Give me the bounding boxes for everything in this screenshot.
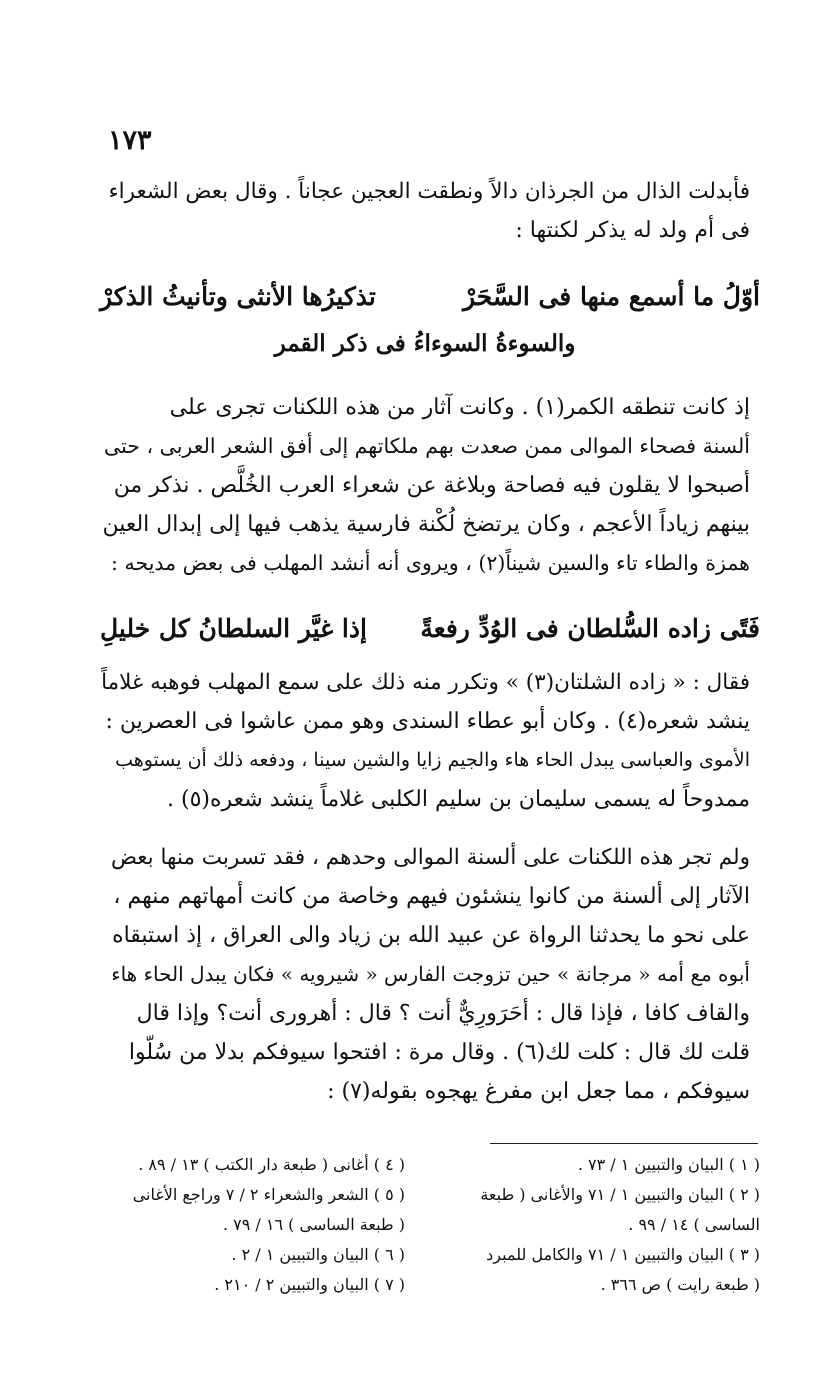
footnote-continuation: الساسى ) ١٤ / ٩٩ . xyxy=(628,1215,760,1234)
verse-hemistich-first: أوّلُ ما أسمع منها فى السَّحَرْ xyxy=(462,282,760,311)
text-line: ينشد شعره(٤) . وكان أبو عطاء السندى وهو ممن عاشوا فى العصرين : xyxy=(105,709,750,734)
paragraph-1 xyxy=(100,172,750,250)
text-line: ألسنة فصحاء الموالى ممن صعدت بهم ملكاتهم إلى أفق الشعر العربى ، حتى xyxy=(104,434,750,458)
verse-1-continuation: والسوءةُ السوءاءُ فى ذكر القمر xyxy=(274,330,576,357)
verse-2 xyxy=(100,614,760,643)
text-line: فأبدلت الذال من الجرذان دالاً ونطقت العجين عجاناً . وقال بعض الشعراء xyxy=(108,179,750,204)
paragraph-4 xyxy=(100,838,750,1111)
text-line: ممدوحاً له يسمى سليمان بن سليم الكلبى غلاماً ينشد شعره(٥) . xyxy=(167,787,750,812)
text-line: همزة والطاء تاء والسين شيناً(٢) ، ويروى أنه أنشد المهلب فى بعض مديحه : xyxy=(111,551,750,575)
text-line: سيوفكم ، مما جعل ابن مفرغ يهجوه بقوله(٧) : xyxy=(327,1079,750,1104)
footnotes-left-column xyxy=(95,1150,405,1300)
text-line: ولم تجر هذه اللكنات على ألسنة الموالى وحدهم ، فقد تسربت منها بعض xyxy=(110,845,750,870)
footnote-continuation: ( طبعة الساسى ) ١٦ / ٧٩ . xyxy=(222,1215,405,1234)
text-line: فى أم ولد له يذكر لكنتها : xyxy=(515,218,750,243)
text-line: أبوه مع أمه « مرجانة » حين تزوجت الفارس « شيرويه » فكان يبدل الحاء هاء xyxy=(111,962,750,986)
footnote: ( ٣ ) البيان والتبيين ١ / ٧١ والكامل للمبرد xyxy=(486,1245,760,1264)
verse-hemistich-first: فَتًى زاده السُّلطان فى الوُدِّ رفعةً xyxy=(420,614,760,643)
text-line: بينهم زياداً الأعجم ، وكان يرتضخ لُكْنة فارسية يذهب فيها إلى إبدال العين xyxy=(102,512,750,537)
page-number: ١٧٣ xyxy=(108,125,152,156)
text-line: قلت لك قال : كلت لك(٦) . وقال مرة : افتحوا سيوفكم بدلا من سُلّوا xyxy=(128,1040,750,1065)
verse-1 xyxy=(100,282,760,311)
paragraph-2 xyxy=(100,388,750,583)
text-line: الآثار إلى ألسنة من كانوا ينشئون فيهم وخاصة من كانت أمهاتهم منهم ، xyxy=(113,884,750,909)
footnote-continuation: ( طبعة رايت ) ص ٣٦٦ . xyxy=(600,1275,760,1294)
text-line: على نحو ما يحدثنا الرواة عن عبيد الله بن زياد والى العراق ، إذ استبقاه xyxy=(112,923,750,948)
text-line: والقاف كافا ، فإذا قال : أحَرَورِيٌّ أنت ؟ قال : أهرورى أنت؟ وإذا قال xyxy=(136,1001,750,1026)
verse-hemistich-second: إذا غيَّر السلطانُ كل خليلِ xyxy=(100,614,367,643)
footnote-divider xyxy=(490,1143,758,1144)
footnote: ( ٧ ) البيان والتبيين ٢ / ٢١٠ . xyxy=(214,1275,405,1294)
footnote: ( ٥ ) الشعر والشعراء ٢ / ٧ وراجع الأغانى xyxy=(132,1185,405,1204)
footnote: ( ٤ ) أغانى ( طبعة دار الكتب ) ١٣ / ٨٩ . xyxy=(138,1155,405,1174)
footnote: ( ٢ ) البيان والتبيين ١ / ٧١ والأغانى ( طبعة xyxy=(480,1185,760,1204)
text-line: إذ كانت تنطقه الكمر(١) . وكانت آثار من هذه اللكنات تجرى على xyxy=(169,395,750,420)
verse-hemistich-second: تذكيرُها الأنثى وتأنيثُ الذكرْ xyxy=(100,282,376,311)
footnote: ( ١ ) البيان والتبيين ١ / ٧٣ . xyxy=(577,1155,760,1174)
footnote: ( ٦ ) البيان والتبيين ١ / ٢ . xyxy=(231,1245,405,1264)
text-line: فقال : « زاده الشلتان(٣) » وتكرر منه ذلك على سمع المهلب فوهبه غلاماً xyxy=(101,670,750,695)
paragraph-3 xyxy=(100,663,750,819)
text-line: أصبحوا لا يقلون فيه فصاحة وبلاغة عن شعراء العرب الخُلَّص . نذكر من xyxy=(113,473,750,498)
text-line: الأموى والعباسى يبدل الحاء هاء والجيم زايا والشين سينا ، ودفعه ذلك أن يستوهب xyxy=(115,749,750,771)
footnotes-right-column xyxy=(430,1150,760,1300)
